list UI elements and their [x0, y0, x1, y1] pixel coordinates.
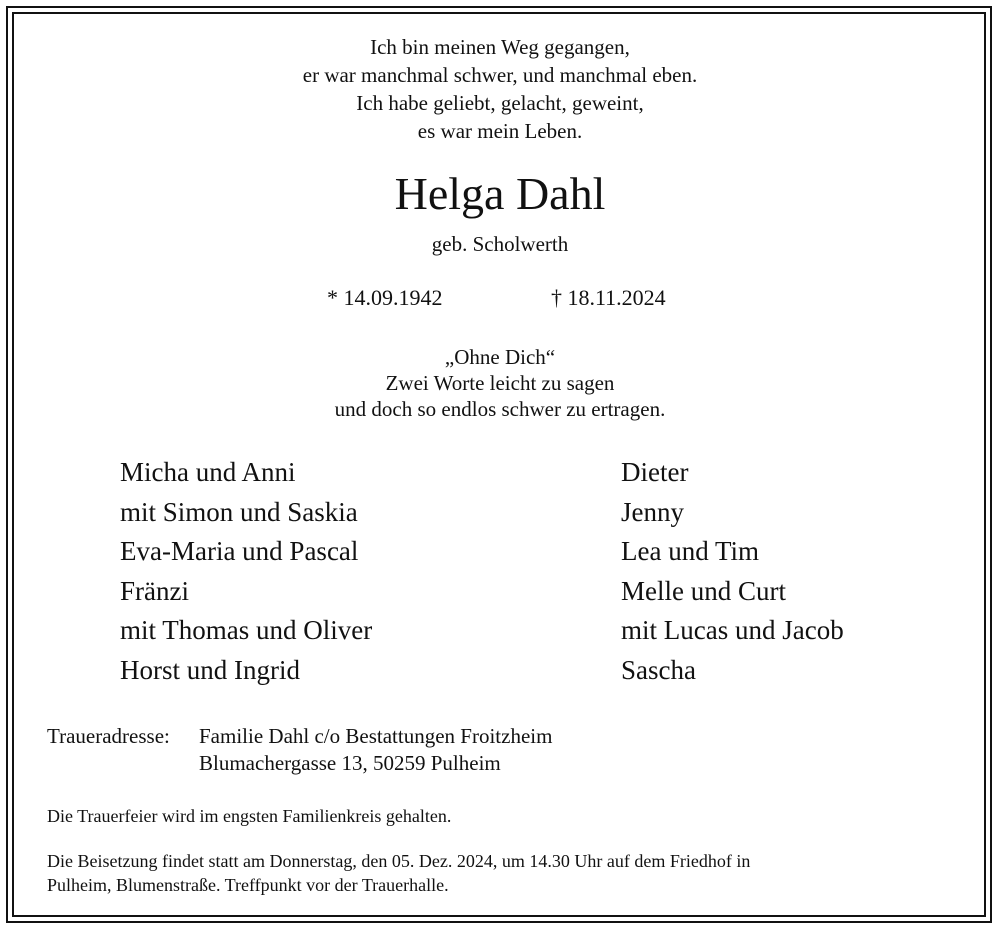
address-label: Traueradresse: [47, 724, 170, 748]
poem-line: Ich habe geliebt, gelacht, geweint, [356, 91, 644, 115]
address-line-2: Blumachergasse 13, 50259 Pulheim [199, 751, 501, 775]
quote-line: „Ohne Dich“ [444, 345, 556, 369]
quote-line: Zwei Worte leicht zu sagen [385, 371, 615, 395]
ceremony-note: Die Trauerfeier wird im engsten Familienkreis gehalten. [47, 806, 452, 826]
mourning-quote [0, 344, 1000, 422]
mourners-left-column [120, 453, 372, 690]
burial-line: Die Beisetzung findet statt am Donnerstag, den 05. Dez. 2024, um 14.30 Uhr auf dem Friedhof in [47, 851, 751, 871]
mourner-entry: Sascha [621, 654, 696, 685]
mourner-entry: Eva-Maria und Pascal [120, 536, 359, 566]
birth-name: geb. Scholwerth [431, 232, 569, 256]
mourners-right-column [621, 453, 844, 690]
poem-line: es war mein Leben. [417, 119, 583, 143]
mourner-entry: mit Simon und Saskia [120, 496, 358, 527]
opening-poem [0, 33, 1000, 145]
mourner-entry: Melle und Curt [621, 575, 786, 606]
quote-line: und doch so endlos schwer zu ertragen. [334, 397, 666, 421]
mourner-entry: Micha und Anni [120, 457, 296, 487]
poem-line: er war manchmal schwer, und manchmal eben. [302, 63, 698, 87]
deceased-name: Helga Dahl [394, 168, 606, 219]
address-line-1: Familie Dahl c/o Bestattungen Froitzheim [199, 724, 553, 748]
mourner-entry: Fränzi [120, 575, 189, 606]
mourner-entry: mit Thomas und Oliver [120, 615, 373, 645]
mourner-entry: Jenny [621, 496, 684, 527]
mourning-address [47, 723, 552, 777]
burial-line: Pulheim, Blumenstraße. Treffpunkt vor der Trauerhalle. [47, 875, 449, 895]
mourner-entry: mit Lucas und Jacob [621, 615, 844, 645]
death-date: † 18.11.2024 [551, 285, 666, 310]
mourner-entry: Horst und Ingrid [120, 654, 300, 685]
mourner-entry: Lea und Tim [621, 536, 760, 566]
poem-line: Ich bin meinen Weg gegangen, [370, 35, 630, 59]
address-first-row [47, 723, 552, 750]
mourner-entry: Dieter [621, 457, 689, 487]
burial-note [47, 849, 957, 897]
birth-date: * 14.09.1942 [327, 285, 443, 310]
